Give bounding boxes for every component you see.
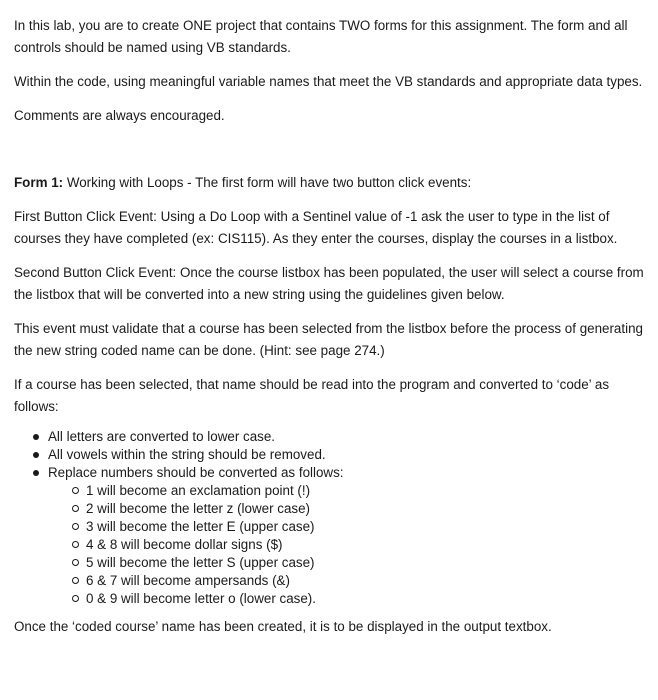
form1-heading <box>14 172 650 194</box>
conversion-rules-list <box>14 428 650 608</box>
intro-paragraph-forms: In this lab, you are to create ONE project that contains TWO forms for this assignment. The form and all controls should be named using VB standards. <box>14 18 628 55</box>
list-item: 0 & 9 will become letter o (lower case). <box>86 590 650 608</box>
list-item: All letters are converted to lower case. <box>48 428 650 446</box>
list-item: 2 will become the letter z (lower case) <box>86 500 650 518</box>
list-item: 6 & 7 will become ampersands (&) <box>86 572 650 590</box>
intro-paragraph-variables: Within the code, using meaningful variable names that meet the VB standards and appropriate data types. <box>14 74 643 89</box>
validation-paragraph: This event must validate that a course has been selected from the listbox before the process of generating the new string coded name can be done. (Hint: see page 274.) <box>14 321 643 358</box>
list-item: 3 will become the letter E (upper case) <box>86 518 650 536</box>
closing-paragraph: Once the ‘coded course’ name has been created, it is to be displayed in the output textbox. <box>14 619 552 634</box>
intro-paragraph-comments: Comments are always encouraged. <box>14 108 225 123</box>
form1-label: Form 1: <box>14 175 64 190</box>
form1-heading-text: Working with Loops - The first form will have two button click events: <box>63 175 472 190</box>
list-item: All vowels within the string should be removed. <box>48 446 650 464</box>
number-replacement-list <box>48 482 650 608</box>
list-item <box>48 464 650 608</box>
assignment-document <box>14 15 650 638</box>
first-button-event-paragraph: First Button Click Event: Using a Do Loop with a Sentinel value of -1 ask the user to type in the list of courses they have completed (ex: CIS115). As they enter the courses, display the courses in a listbox. <box>14 209 618 246</box>
second-button-event-paragraph: Second Button Click Event: Once the course listbox has been populated, the user will select a course from the listbox that will be converted into a new string using the guidelines given below. <box>14 265 644 302</box>
list-item: 1 will become an exclamation point (!) <box>86 482 650 500</box>
list-item: 4 & 8 will become dollar signs ($) <box>86 536 650 554</box>
conversion-intro-paragraph: If a course has been selected, that name should be read into the program and converted to ‘code’ as follows: <box>14 377 610 414</box>
list-item-text: Replace numbers should be converted as follows: <box>48 465 344 480</box>
list-item: 5 will become the letter S (upper case) <box>86 554 650 572</box>
